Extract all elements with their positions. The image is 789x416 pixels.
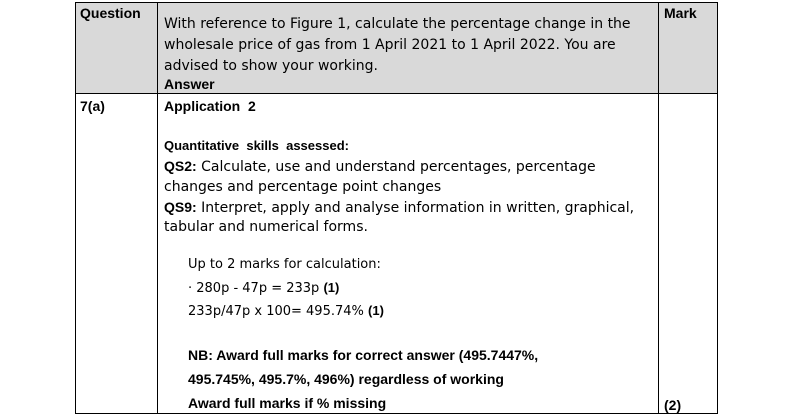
calc-line-2-text: 233p/47p x 100= 495.74%	[188, 304, 369, 319]
qs9-text: Interpret, apply and analyse information in written, graphical,	[196, 200, 635, 216]
qs9-line-2: tabular and numerical forms.	[164, 219, 368, 235]
calc-line-1	[188, 277, 339, 300]
calc-line-2	[188, 300, 384, 323]
qs2-line-2: changes and percentage point changes	[164, 179, 442, 195]
qs2-code: QS2:	[164, 158, 197, 174]
application-label: Application 2	[164, 98, 256, 114]
qs9-code: QS9:	[164, 199, 197, 215]
calc-line-2-mark: (1)	[368, 303, 384, 318]
column-divider-right	[658, 2, 659, 414]
question-column-header: Question	[80, 5, 141, 21]
qs-heading: Quantitative skills assessed:	[164, 138, 349, 153]
calc-intro: Up to 2 marks for calculation:	[188, 257, 381, 272]
nb-line: Award full marks if % missing	[188, 395, 387, 411]
question-text-line: wholesale price of gas from 1 April 2021 to 1 April 2022. You are	[164, 37, 616, 53]
mark-value: (2)	[664, 397, 682, 413]
calc-line-1-mark: (1)	[323, 280, 340, 295]
mark-column-header: Mark	[664, 5, 697, 21]
calc-line-1-text: · 280p - 47p = 233p	[188, 281, 324, 296]
question-text-line: advised to show your working.	[164, 58, 378, 74]
column-divider-left	[157, 2, 158, 414]
nb-line: 495.745%, 495.7%, 496%) regardless of working	[188, 371, 504, 387]
qs2-text: Calculate, use and understand percentages, percentage	[196, 159, 596, 175]
header-bottom-divider	[75, 93, 718, 94]
qs9-line-1	[164, 197, 634, 218]
question-text-line: With reference to Figure 1, calculate the percentage change in the	[164, 16, 631, 32]
qs2-line-1	[164, 156, 596, 177]
question-number: 7(a)	[80, 98, 105, 114]
answer-label: Answer	[164, 76, 215, 92]
nb-line: NB: Award full marks for correct answer (495.7447%,	[188, 347, 539, 363]
